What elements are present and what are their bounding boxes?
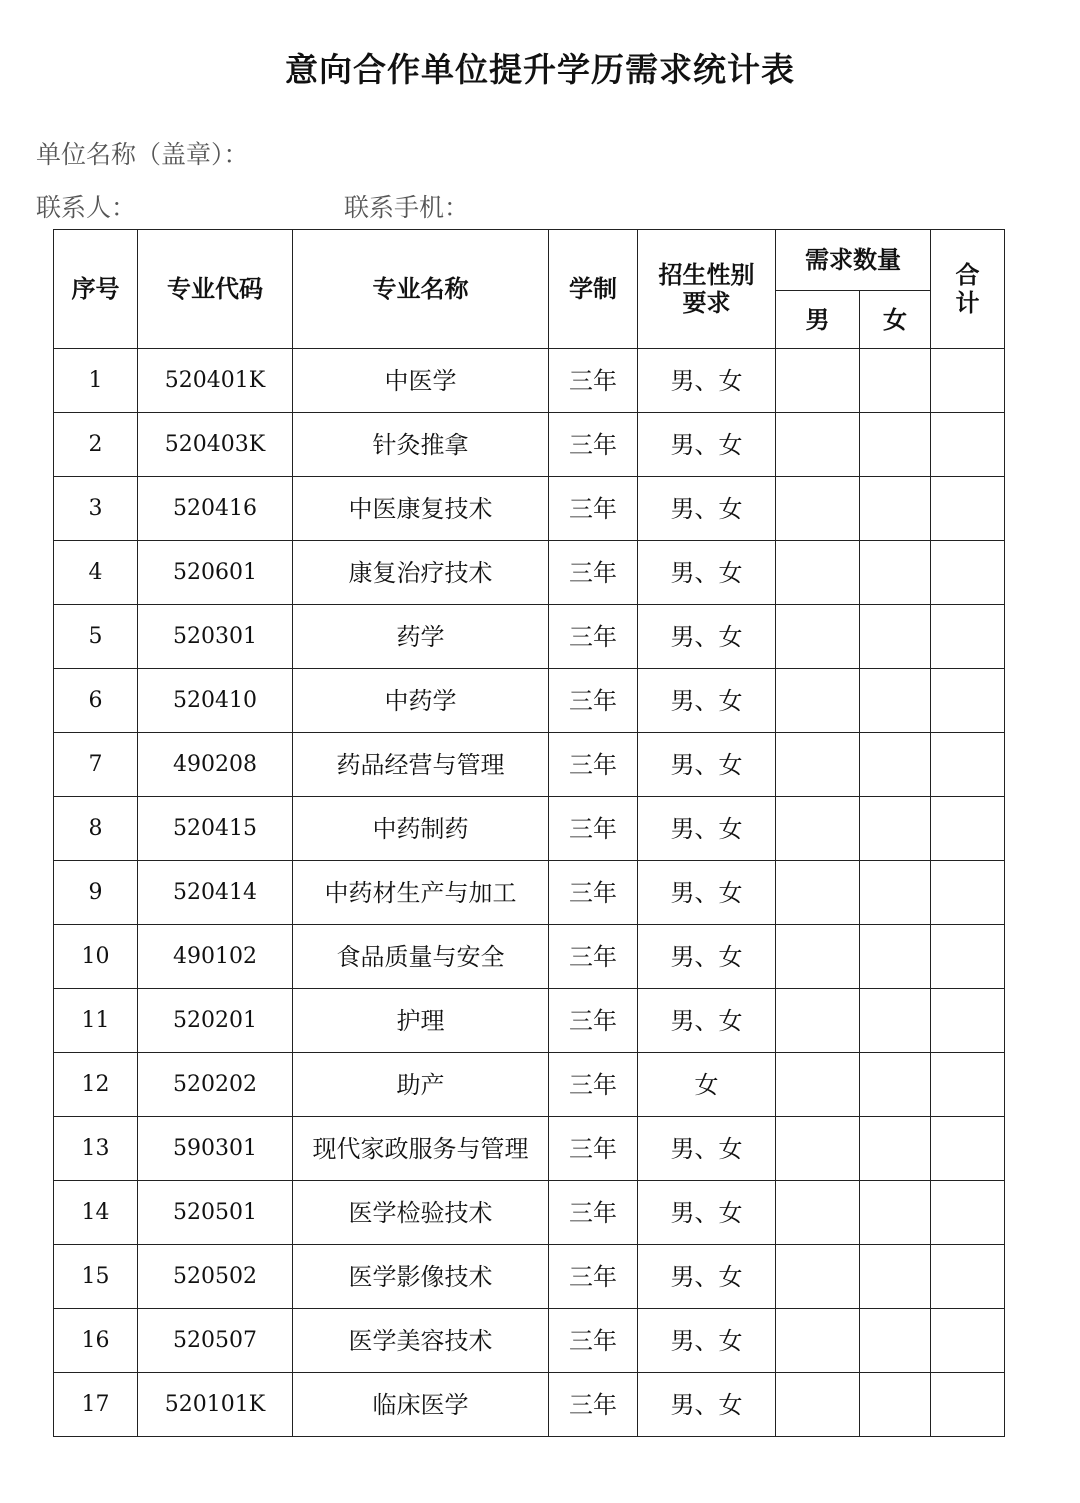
row-major-name: 医学影像技术 (293, 1245, 549, 1309)
row-major-name: 药学 (293, 605, 549, 669)
row-gender-requirement: 男、女 (638, 1117, 776, 1181)
row-female-count[interactable] (860, 541, 931, 605)
row-male-count[interactable] (776, 349, 860, 413)
row-seq: 6 (54, 669, 138, 733)
table-row (54, 1309, 1005, 1373)
row-female-count[interactable] (860, 989, 931, 1053)
row-gender-requirement: 男、女 (638, 925, 776, 989)
row-major-code: 520415 (138, 797, 293, 861)
row-duration: 三年 (549, 861, 638, 925)
row-duration: 三年 (549, 477, 638, 541)
row-major-name: 针灸推拿 (293, 413, 549, 477)
row-duration: 三年 (549, 1053, 638, 1117)
row-duration: 三年 (549, 1117, 638, 1181)
unit-name-label: 单位名称（盖章）： (36, 140, 249, 169)
row-gender-requirement: 男、女 (638, 605, 776, 669)
table-row (54, 1373, 1005, 1437)
row-gender-requirement: 女 (638, 1053, 776, 1117)
row-gender-requirement: 男、女 (638, 349, 776, 413)
table-row (54, 1245, 1005, 1309)
row-male-count[interactable] (776, 797, 860, 861)
row-duration: 三年 (549, 413, 638, 477)
row-duration: 三年 (549, 989, 638, 1053)
row-seq: 1 (54, 349, 138, 413)
row-seq: 14 (54, 1181, 138, 1245)
row-gender-requirement: 男、女 (638, 669, 776, 733)
row-total[interactable] (931, 1309, 1005, 1373)
row-major-code: 520301 (138, 605, 293, 669)
row-total[interactable] (931, 1181, 1005, 1245)
row-total[interactable] (931, 1117, 1005, 1181)
row-male-count[interactable] (776, 1309, 860, 1373)
row-major-name: 中药学 (293, 669, 549, 733)
row-female-count[interactable] (860, 1053, 931, 1117)
row-major-code: 520416 (138, 477, 293, 541)
row-major-code: 520410 (138, 669, 293, 733)
row-male-count[interactable] (776, 861, 860, 925)
header-male: 男 (776, 291, 860, 349)
row-seq: 11 (54, 989, 138, 1053)
row-major-name: 医学检验技术 (293, 1181, 549, 1245)
row-female-count[interactable] (860, 669, 931, 733)
header-demand-quantity: 需求数量 (776, 230, 931, 291)
row-male-count[interactable] (776, 1053, 860, 1117)
row-seq: 5 (54, 605, 138, 669)
row-seq: 12 (54, 1053, 138, 1117)
row-seq: 4 (54, 541, 138, 605)
row-major-code: 490208 (138, 733, 293, 797)
row-total[interactable] (931, 541, 1005, 605)
row-female-count[interactable] (860, 1373, 931, 1437)
row-female-count[interactable] (860, 605, 931, 669)
row-gender-requirement: 男、女 (638, 477, 776, 541)
row-major-code: 520501 (138, 1181, 293, 1245)
row-seq: 13 (54, 1117, 138, 1181)
row-female-count[interactable] (860, 925, 931, 989)
row-gender-requirement: 男、女 (638, 1373, 776, 1437)
row-male-count[interactable] (776, 989, 860, 1053)
row-total[interactable] (931, 925, 1005, 989)
contact-phone-label: 联系手机： (344, 193, 470, 222)
row-gender-requirement: 男、女 (638, 861, 776, 925)
row-male-count[interactable] (776, 541, 860, 605)
row-male-count[interactable] (776, 413, 860, 477)
row-seq: 16 (54, 1309, 138, 1373)
row-total[interactable] (931, 989, 1005, 1053)
row-female-count[interactable] (860, 1117, 931, 1181)
header-total: 合计 (931, 230, 1005, 349)
row-gender-requirement: 男、女 (638, 797, 776, 861)
row-male-count[interactable] (776, 1245, 860, 1309)
table-row (54, 1117, 1005, 1181)
row-gender-requirement: 男、女 (638, 733, 776, 797)
row-seq: 3 (54, 477, 138, 541)
row-major-name: 康复治疗技术 (293, 541, 549, 605)
row-major-code: 520403K (138, 413, 293, 477)
table-row (54, 797, 1005, 861)
row-major-name: 助产 (293, 1053, 549, 1117)
row-major-name: 食品质量与安全 (293, 925, 549, 989)
row-male-count[interactable] (776, 1181, 860, 1245)
row-seq: 2 (54, 413, 138, 477)
row-female-count[interactable] (860, 1309, 931, 1373)
row-gender-requirement: 男、女 (638, 1181, 776, 1245)
row-male-count[interactable] (776, 733, 860, 797)
row-major-name: 中医学 (293, 349, 549, 413)
table-row (54, 989, 1005, 1053)
demand-table (53, 229, 1005, 1437)
row-gender-requirement: 男、女 (638, 1245, 776, 1309)
row-major-code: 520202 (138, 1053, 293, 1117)
page-title: 意向合作单位提升学历需求统计表 (285, 50, 795, 89)
row-duration: 三年 (549, 1181, 638, 1245)
row-major-code: 520502 (138, 1245, 293, 1309)
row-female-count[interactable] (860, 797, 931, 861)
row-duration: 三年 (549, 349, 638, 413)
row-total[interactable] (931, 1373, 1005, 1437)
table-row (54, 861, 1005, 925)
row-gender-requirement: 男、女 (638, 413, 776, 477)
row-female-count[interactable] (860, 349, 931, 413)
row-male-count[interactable] (776, 1373, 860, 1437)
header-seq: 序号 (54, 230, 138, 349)
table-row (54, 1181, 1005, 1245)
table-row (54, 669, 1005, 733)
header-major-name: 专业名称 (293, 230, 549, 349)
row-major-code: 520101K (138, 1373, 293, 1437)
row-total[interactable] (931, 1053, 1005, 1117)
row-seq: 17 (54, 1373, 138, 1437)
row-gender-requirement: 男、女 (638, 989, 776, 1053)
row-major-name: 临床医学 (293, 1373, 549, 1437)
row-major-code: 520507 (138, 1309, 293, 1373)
row-seq: 10 (54, 925, 138, 989)
row-major-name: 护理 (293, 989, 549, 1053)
row-total[interactable] (931, 477, 1005, 541)
table-row (54, 925, 1005, 989)
row-duration: 三年 (549, 541, 638, 605)
row-female-count[interactable] (860, 1245, 931, 1309)
header-female: 女 (860, 291, 931, 349)
row-female-count[interactable] (860, 861, 931, 925)
header-gender-requirement: 招生性别要求 (638, 230, 776, 349)
row-male-count[interactable] (776, 669, 860, 733)
row-seq: 15 (54, 1245, 138, 1309)
row-total[interactable] (931, 669, 1005, 733)
row-total[interactable] (931, 605, 1005, 669)
table-body (54, 349, 1005, 1437)
row-major-name: 中药制药 (293, 797, 549, 861)
row-major-name: 现代家政服务与管理 (293, 1117, 549, 1181)
row-duration: 三年 (549, 605, 638, 669)
row-duration: 三年 (549, 1309, 638, 1373)
row-duration: 三年 (549, 1245, 638, 1309)
row-gender-requirement: 男、女 (638, 1309, 776, 1373)
row-total[interactable] (931, 413, 1005, 477)
table-row (54, 1053, 1005, 1117)
row-duration: 三年 (549, 733, 638, 797)
row-major-name: 中医康复技术 (293, 477, 549, 541)
row-duration: 三年 (549, 797, 638, 861)
table-row (54, 541, 1005, 605)
row-duration: 三年 (549, 669, 638, 733)
row-major-name: 中药材生产与加工 (293, 861, 549, 925)
row-total[interactable] (931, 349, 1005, 413)
row-major-name: 医学美容技术 (293, 1309, 549, 1373)
row-female-count[interactable] (860, 733, 931, 797)
row-seq: 8 (54, 797, 138, 861)
table-row (54, 349, 1005, 413)
row-duration: 三年 (549, 925, 638, 989)
row-major-code: 520401K (138, 349, 293, 413)
contact-person-label: 联系人： (36, 193, 137, 222)
header-major-code: 专业代码 (138, 230, 293, 349)
row-total[interactable] (931, 733, 1005, 797)
table-row (54, 733, 1005, 797)
row-major-code: 520414 (138, 861, 293, 925)
row-female-count[interactable] (860, 477, 931, 541)
row-total[interactable] (931, 797, 1005, 861)
row-male-count[interactable] (776, 477, 860, 541)
row-major-name: 药品经营与管理 (293, 733, 549, 797)
row-male-count[interactable] (776, 605, 860, 669)
row-seq: 7 (54, 733, 138, 797)
row-major-code: 490102 (138, 925, 293, 989)
header-duration: 学制 (549, 230, 638, 349)
table-row (54, 605, 1005, 669)
row-total[interactable] (931, 1245, 1005, 1309)
row-seq: 9 (54, 861, 138, 925)
row-major-code: 520201 (138, 989, 293, 1053)
row-gender-requirement: 男、女 (638, 541, 776, 605)
row-female-count[interactable] (860, 413, 931, 477)
row-duration: 三年 (549, 1373, 638, 1437)
row-female-count[interactable] (860, 1181, 931, 1245)
row-male-count[interactable] (776, 1117, 860, 1181)
row-total[interactable] (931, 861, 1005, 925)
row-major-code: 520601 (138, 541, 293, 605)
table-row (54, 413, 1005, 477)
row-male-count[interactable] (776, 925, 860, 989)
table-row (54, 477, 1005, 541)
row-major-code: 590301 (138, 1117, 293, 1181)
